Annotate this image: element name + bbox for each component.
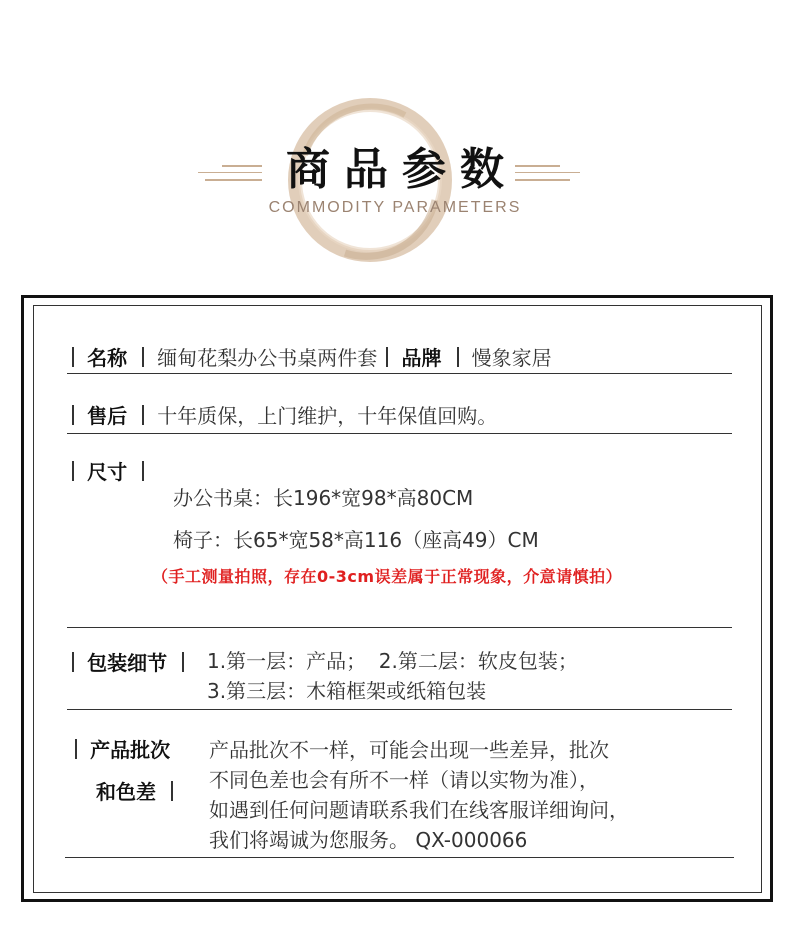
- batch-label-line-1: 产品批次: [90, 738, 171, 762]
- spec-row-packing: [67, 645, 732, 705]
- separator-bar: [182, 652, 184, 672]
- brand-value: 慢象家居: [471, 346, 552, 370]
- spec-row-aftersale: [67, 398, 732, 428]
- packing-line-2: 3.第三层：木箱框架或纸箱包装: [207, 679, 487, 703]
- separator-bar: [142, 405, 144, 425]
- separator-bar: [72, 461, 74, 481]
- row-divider: [65, 857, 734, 858]
- packing-label: 包装细节: [87, 651, 168, 675]
- desk-size: 办公书桌：长196*宽98*高80CM: [173, 486, 474, 510]
- batch-text-line-1: 产品批次不一样，可能会出现一些差异，批次: [209, 738, 609, 762]
- batch-text-line-2: 不同色差也会有所不一样（请以实物为准），: [209, 768, 599, 792]
- section-subtitle: COMMODITY PARAMETERS: [268, 199, 522, 216]
- separator-bar: [171, 781, 173, 801]
- row-divider: [67, 373, 732, 374]
- spec-row-name-brand: [67, 340, 732, 370]
- name-value: 缅甸花梨办公书桌两件套: [157, 346, 378, 370]
- batch-text-line-4: 我们将竭诚为您服务。 QX-000066: [209, 828, 528, 852]
- name-label: 名称: [87, 346, 128, 370]
- row-divider: [67, 627, 732, 628]
- separator-bar: [75, 739, 77, 759]
- section-title: 商品参数: [286, 144, 518, 195]
- separator-bar: [142, 461, 144, 481]
- section-header: [0, 0, 790, 290]
- chair-size: 椅子：长65*宽58*高116（座高49）CM: [173, 528, 539, 552]
- separator-bar: [72, 347, 74, 367]
- brand-label: 品牌: [401, 346, 442, 370]
- row-divider: [67, 709, 732, 710]
- row-divider: [67, 433, 732, 434]
- separator-bar: [386, 347, 388, 367]
- batch-text-line-3: 如遇到任何问题请联系我们在线客服详细询问，: [209, 798, 629, 822]
- aftersale-value: 十年质保，上门维护，十年保值回购。: [157, 404, 498, 428]
- separator-bar: [142, 347, 144, 367]
- spec-row-size: [67, 452, 732, 602]
- spec-row-batch: [67, 732, 732, 852]
- aftersale-label: 售后: [87, 404, 128, 428]
- size-label: 尺寸: [87, 460, 128, 484]
- batch-label-line-2: 和色差: [96, 780, 156, 804]
- separator-bar: [457, 347, 459, 367]
- separator-bar: [72, 405, 74, 425]
- packing-line-1: 1.第一层：产品； 2.第二层：软皮包装；: [207, 649, 578, 673]
- separator-bar: [72, 652, 74, 672]
- measurement-note: （手工测量拍照，存在0-3cm误差属于正常现象，介意请慎拍）: [152, 567, 623, 586]
